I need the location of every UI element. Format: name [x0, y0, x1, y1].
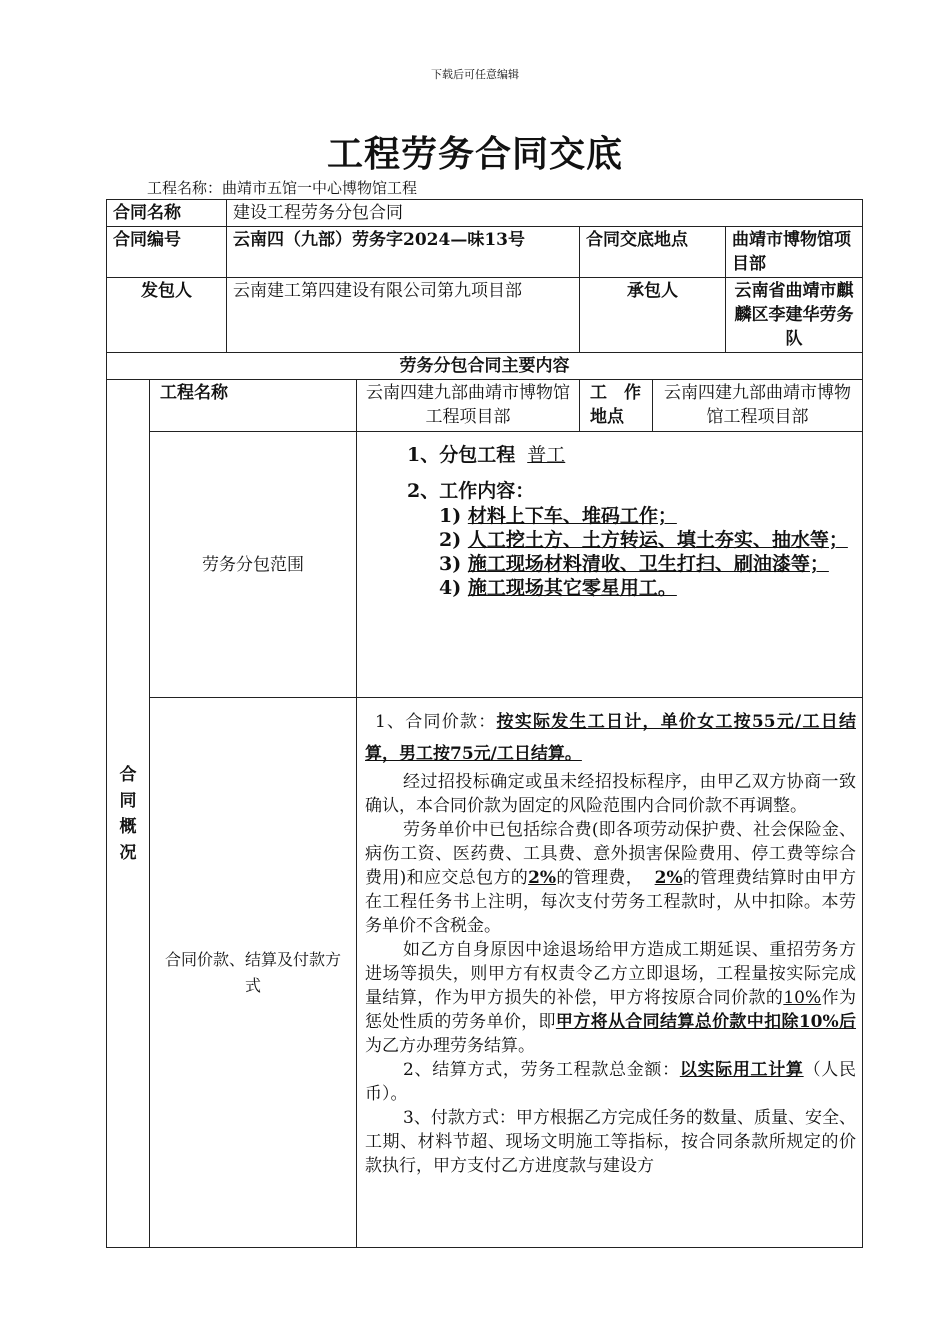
contract-no-label: 合同编号 [107, 227, 227, 278]
row-payment [107, 698, 863, 1248]
handover-place-label: 合同交底地点 [580, 227, 726, 278]
payment-p4: 如乙方自身原因中途退场给甲方造成工期延误、重招劳务方进场等损失，则甲方有权责令乙方立即退场，工程量按实际完成量结算，作为甲方损失的补偿，甲方将按原合同价款的10%作为惩处性质的劳务单价，即甲方将从合同结算总价款中扣除10%后为乙方办理劳务结算。 [365, 940, 857, 1056]
contractor-label: 承包人 [580, 278, 726, 353]
contract-name-label: 合同名称 [107, 200, 227, 227]
scope-task-list [407, 504, 862, 600]
payment-p5: 2、结算方式，劳务工程款总金额：以实际用工计算（人民币）。 [365, 1060, 856, 1104]
payment-p3: 劳务单价中已包括综合费(即各项劳动保护费、社会保险金、病伤工资、医药费、工具费、意外损害保险费用、停工费等综合费用)和应交总包方的2%的管理费， 2%的管理费结算时由甲方在工程任务书上注明，每次支付劳务工程款时，从中扣除。本劳务单价不含税金。 [365, 820, 857, 936]
payment-p1: 1、合同价款：按实际发生工日计，单价女工按55元/工日结算，男工按75元/工日结算。 [365, 712, 856, 764]
row-scope [107, 432, 863, 698]
contract-no-value: 云南四（九部）劳务字2024—味13号 [227, 227, 580, 278]
scope-item-2: 2、工作内容： [407, 480, 535, 502]
payment-p6: 3、付款方式：甲方根据乙方完成任务的数量、质量、安全、工期、材料节超、现场文明施工等指标，按合同条款所规定的价款执行，甲方支付乙方进度款与建设方 [365, 1108, 856, 1176]
header-note: 下载后可任意编辑 [431, 68, 519, 81]
project-name-label: 工程名称 [150, 380, 357, 432]
employer-value: 云南建工第四建设有限公司第九项目部 [227, 278, 580, 353]
overview-side-label: 合同概况 [107, 380, 150, 1248]
document-title: 工程劳务合同交底 [326, 133, 623, 175]
project-line: 工程名称：曲靖市五馆一中心博物馆工程 [147, 179, 418, 197]
row-contract-no [107, 227, 863, 278]
row-project-name [107, 380, 863, 432]
project-name-value: 云南四建九部曲靖市博物馆工程项目部 [357, 380, 580, 432]
payment-content [357, 698, 863, 1248]
scope-task: 2) 人工挖土方、土方转运、填土夯实、抽水等； [439, 529, 848, 551]
work-place-value: 云南四建九部曲靖市博物馆工程项目部 [653, 380, 863, 432]
work-place-label: 工 作地点 [580, 380, 653, 432]
contract-table [106, 199, 863, 1248]
contractor-value: 云南省曲靖市麒麟区李建华劳务队 [726, 278, 863, 353]
scope-item-1: 1、分包工程 普工 [407, 442, 862, 468]
row-section-title [107, 353, 863, 380]
scope-task: 3) 施工现场材料清收、卫生打扫、刷油漆等； [439, 553, 829, 575]
scope-label: 劳务分包范围 [150, 432, 357, 698]
row-contract-name [107, 200, 863, 227]
section-title: 劳务分包合同主要内容 [107, 353, 863, 380]
scope-content [357, 432, 863, 698]
contract-name-value: 建设工程劳务分包合同 [227, 200, 863, 227]
payment-label: 合同价款、结算及付款方式 [150, 698, 357, 1248]
employer-label: 发包人 [107, 278, 227, 353]
scope-task: 4) 施工现场其它零星用工。 [439, 577, 677, 599]
scope-task: 1) 材料上下车、堆码工作； [439, 505, 677, 527]
payment-p2: 经过招投标确定或虽未经招投标程序，由甲乙双方协商一致确认，本合同价款为固定的风险范围内合同价款不再调整。 [365, 772, 856, 816]
scope-item-1-value: 普工 [527, 444, 566, 466]
handover-place-value: 曲靖市博物馆项目部 [726, 227, 863, 278]
row-parties [107, 278, 863, 353]
